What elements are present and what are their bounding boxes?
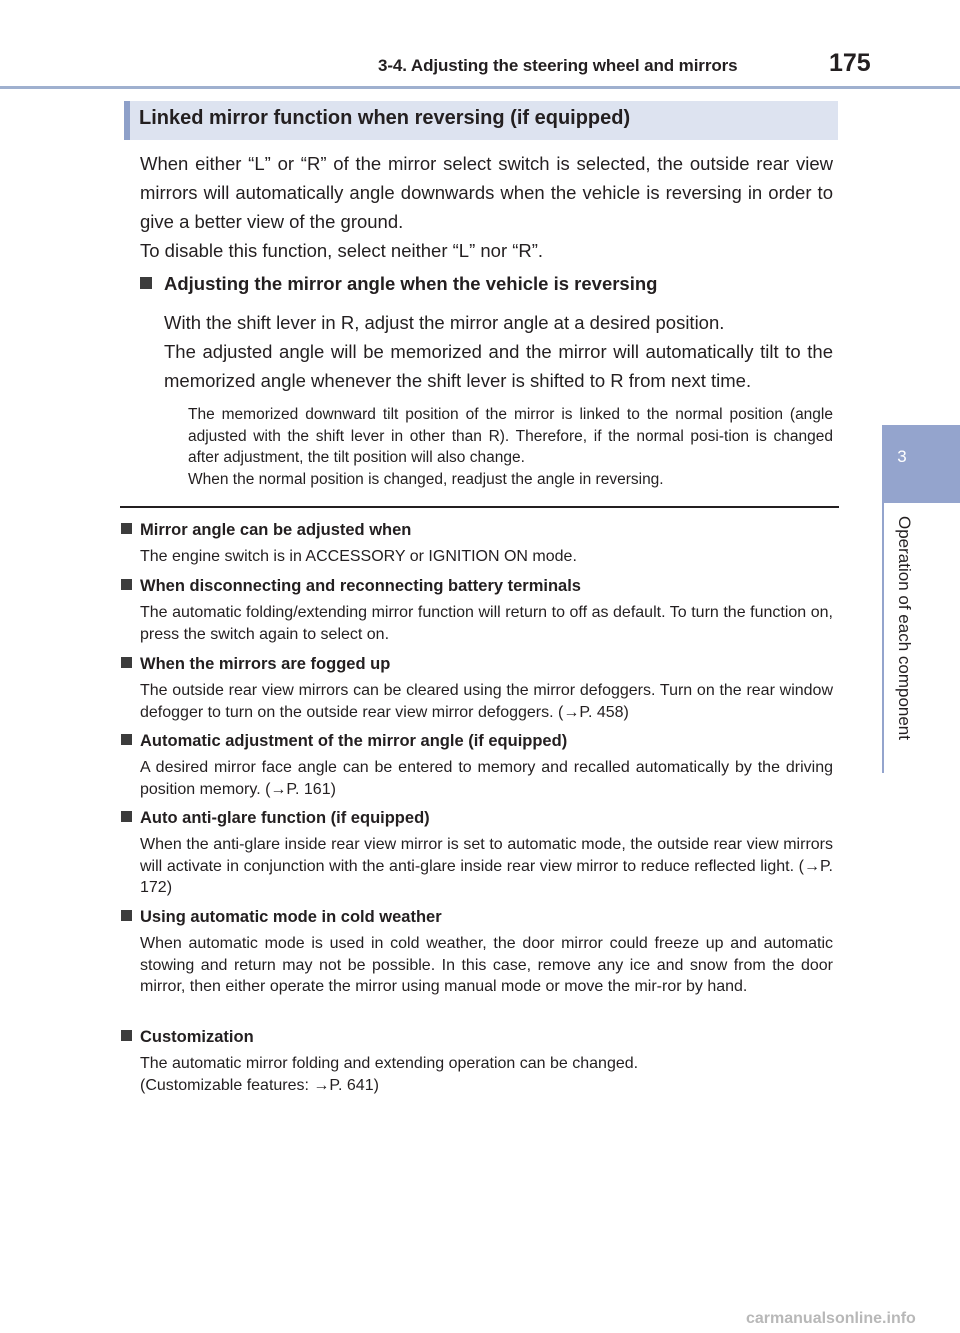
subsection-paragraph: The adjusted angle will be memorized and the mirror will automatically tilt to the memorized angle whenever the shift lever is shifted to R from next time.: [164, 341, 833, 391]
note-item: [121, 575, 833, 645]
square-bullet-icon: [140, 277, 152, 289]
note-heading-text: Using automatic mode in cold weather: [140, 908, 442, 926]
subheading: [140, 273, 657, 295]
square-bullet-icon: [121, 523, 132, 534]
note-body: The automatic folding/extending mirror function will return to off as default. To turn the function on, press the switch again to select on.: [140, 604, 833, 643]
page-number: 175: [829, 49, 871, 77]
note-heading: [121, 730, 833, 752]
square-bullet-icon: [121, 734, 132, 745]
section-heading-bar: [124, 101, 838, 140]
note-body: The outside rear view mirrors can be cleared using the mirror defoggers. Turn on the rear window defogger to turn on the outside rear view mirror defoggers. (→P. 458): [140, 682, 833, 721]
subheading-text: Adjusting the mirror angle when the vehicle is reversing: [164, 273, 658, 294]
note-body: The engine switch is in ACCESSORY or IGNITION ON mode.: [140, 548, 577, 565]
note-heading: [121, 906, 833, 928]
note-item: [121, 906, 833, 998]
note-heading-text: When disconnecting and reconnecting battery terminals: [140, 577, 581, 595]
note-body: [140, 1053, 833, 1096]
chapter-label: Operation of each component: [895, 516, 914, 740]
note-item: [121, 807, 833, 899]
note-item: [121, 1026, 833, 1096]
chapter-tab[interactable]: [882, 425, 960, 503]
note-heading: [121, 807, 833, 829]
note-body-line: The automatic mirror folding and extending operation can be changed.: [140, 1055, 639, 1072]
square-bullet-icon: [121, 910, 132, 921]
note-heading-text: Mirror angle can be adjusted when: [140, 521, 412, 539]
note-heading: [121, 653, 833, 675]
watermark: carmanualsonline.info: [746, 1310, 916, 1327]
header-rule: [0, 86, 960, 89]
note-item: [121, 519, 833, 568]
square-bullet-icon: [121, 811, 132, 822]
chapter-number: 3: [897, 447, 907, 466]
section-note: [188, 404, 833, 490]
note-body: When automatic mode is used in cold weather, the door mirror could freeze up and automatic stowing and return may not be possible. In this case, remove any ice and snow from the door mirror, then either operate the mirror using manual mode or move the mir-ror by hand.: [140, 935, 833, 995]
square-bullet-icon: [121, 579, 132, 590]
chapter-tab-rule: [882, 503, 884, 773]
section-heading-accent: [124, 101, 130, 140]
section-title: Linked mirror function when reversing (if equipped): [139, 107, 631, 129]
section-divider: [120, 506, 839, 508]
note-item: [121, 730, 833, 800]
section-paragraph: When either “L” or “R” of the mirror select switch is selected, the outside rear view mirrors will automatically angle downwards when the vehicle is reversing in order to give a better view of the ground.: [140, 153, 833, 232]
note-heading: [121, 519, 833, 541]
subsection-paragraph: With the shift lever in R, adjust the mirror angle at a desired position.: [164, 312, 725, 333]
square-bullet-icon: [121, 657, 132, 668]
note-heading: [121, 575, 833, 597]
running-head: 3-4. Adjusting the steering wheel and mirrors: [378, 56, 738, 75]
section-paragraph: To disable this function, select neither “L” nor “R”.: [140, 240, 544, 261]
note-item: [121, 653, 833, 723]
subsection-text: [164, 308, 833, 395]
note-heading-text: Automatic adjustment of the mirror angle (if equipped): [140, 732, 568, 750]
note-body: A desired mirror face angle can be entered to memory and recalled automatically by the driving position memory. (→P. 161): [140, 759, 833, 798]
note-heading-text: Auto anti-glare function (if equipped): [140, 809, 430, 827]
note-heading-text: Customization: [140, 1028, 254, 1046]
note-paragraph: The memorized downward tilt position of the mirror is linked to the normal position (angle adjusted with the shift lever in other than R). Therefore, if the normal posi-tion is changed after adjustment, the tilt position will also change.: [188, 406, 833, 466]
note-body: When the anti-glare inside rear view mirror is set to automatic mode, the outside rear view mirrors will activate in conjunction with the anti-glare inside rear view mirror to reduce reflected light. (→P. 172): [140, 836, 833, 896]
note-body-line: (Customizable features: →P. 641): [140, 1076, 379, 1094]
note-heading-text: When the mirrors are fogged up: [140, 655, 391, 673]
note-paragraph: When the normal position is changed, readjust the angle in reversing.: [188, 470, 664, 488]
note-heading: [121, 1026, 833, 1048]
square-bullet-icon: [121, 1030, 132, 1041]
